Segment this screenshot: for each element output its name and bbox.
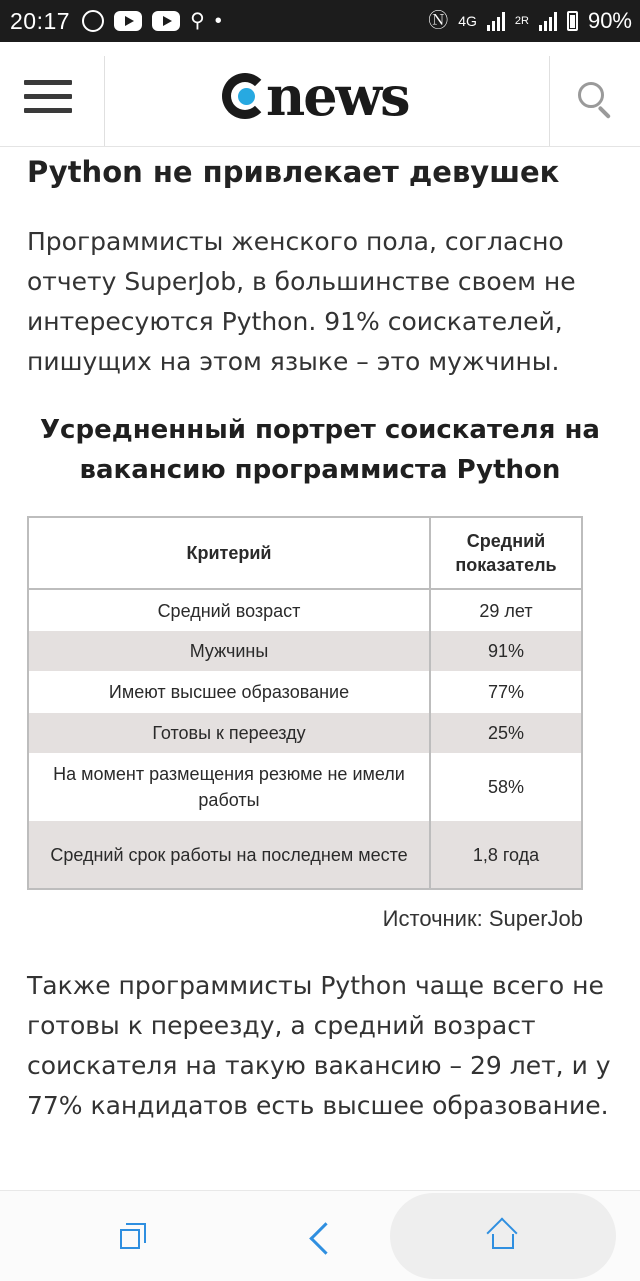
criterion-cell: Средний срок работы на последнем месте xyxy=(28,821,430,889)
site-header xyxy=(0,42,640,147)
lead-paragraph: Программисты женского пола, согласно отчету SuperJob, в большинстве своем не интересуются Python. 91% соискателей, пишущих на этом языке – это мужчины. xyxy=(27,227,576,376)
table-row xyxy=(28,631,582,671)
criterion-cell: На момент размещения резюме не имели работы xyxy=(28,753,430,821)
value-cell: 25% xyxy=(430,713,582,753)
value-cell: 1,8 года xyxy=(430,821,582,889)
status-time: 20:17 xyxy=(10,7,71,34)
signal-bars-icon xyxy=(487,11,505,31)
body-paragraph: Также программисты Python чаще всего не готовы к переезду, а средний возраст соискателя на такую вакансию – 29 лет, и у 77% кандидатов есть высшее образование. xyxy=(27,971,611,1120)
logo-mark xyxy=(222,73,268,119)
home-icon[interactable] xyxy=(488,1221,518,1251)
table-row xyxy=(28,589,582,631)
table-row xyxy=(28,753,582,821)
logo-text: news xyxy=(266,64,409,128)
source-caption: Источник: SuperJob xyxy=(382,906,583,931)
battery-percent: 90% xyxy=(587,8,632,33)
more-notifications-dot-icon: • xyxy=(214,10,222,32)
sim2-label: 2R xyxy=(514,15,529,27)
navigation-bar xyxy=(0,1190,640,1281)
back-icon[interactable] xyxy=(300,1219,340,1259)
article-subheading: Python не привлекает девушек xyxy=(27,155,560,189)
notification-icons xyxy=(82,10,222,32)
table-header-row xyxy=(28,517,582,589)
system-icons xyxy=(428,0,632,42)
table-row xyxy=(28,671,582,713)
criterion-cell: Средний возраст xyxy=(28,589,430,631)
recent-apps-icon[interactable] xyxy=(120,1223,150,1253)
search-icon[interactable] xyxy=(578,82,614,118)
network-type: 4G xyxy=(458,13,477,29)
battery-icon xyxy=(567,11,578,31)
criterion-cell: Мужчины xyxy=(28,631,430,671)
value-cell: 91% xyxy=(430,631,582,671)
table-title: Усредненный портрет соискателя на вакансию программиста Python xyxy=(40,415,600,485)
table-row xyxy=(28,713,582,753)
status-bar xyxy=(0,0,640,42)
column-header-value: Средний показатель xyxy=(430,517,582,589)
cnews-logo[interactable] xyxy=(222,66,409,126)
signal-bars-2-icon xyxy=(539,11,557,31)
criterion-cell: Готовы к переезду xyxy=(28,713,430,753)
table-row xyxy=(28,821,582,889)
youtube-icon-2 xyxy=(152,11,180,31)
menu-icon[interactable] xyxy=(24,80,72,114)
value-cell: 58% xyxy=(430,753,582,821)
header-divider-right xyxy=(549,56,550,146)
criterion-cell: Имеют высшее образование xyxy=(28,671,430,713)
value-cell: 77% xyxy=(430,671,582,713)
nfc-icon: Ⓝ xyxy=(428,10,449,32)
usb-icon: ⚲ xyxy=(190,10,205,32)
whatsapp-icon xyxy=(82,10,104,32)
value-cell: 29 лет xyxy=(430,589,582,631)
header-divider-left xyxy=(104,56,105,146)
youtube-icon xyxy=(114,11,142,31)
portrait-table xyxy=(27,516,583,890)
column-header-criterion: Критерий xyxy=(28,517,430,589)
